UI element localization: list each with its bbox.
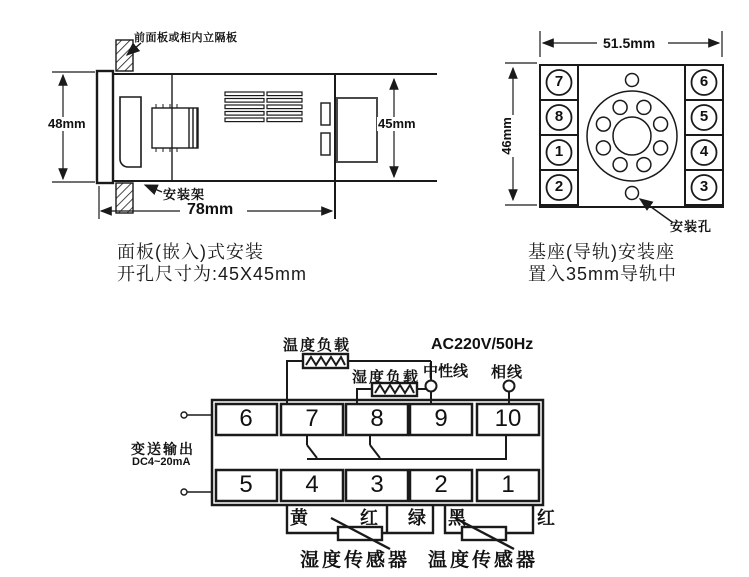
wiring-terminal-1: 1 bbox=[501, 471, 515, 498]
transmitter-output-label: 变送输出 bbox=[131, 441, 195, 457]
hum-sensor-label: 湿度传感器 bbox=[300, 550, 411, 571]
wiring-terminal-8: 8 bbox=[370, 405, 384, 432]
relay-contacts bbox=[307, 435, 506, 459]
socket-terminal-2: 2 bbox=[554, 178, 564, 195]
wiring-terminal-7: 7 bbox=[305, 405, 319, 432]
socket-caption-line1: 基座(导轨)安装座 bbox=[528, 242, 675, 262]
phase-terminal-circle bbox=[504, 381, 515, 392]
neutral-terminal-circle bbox=[426, 381, 437, 392]
socket-terminal-3: 3 bbox=[699, 178, 709, 195]
transmitter-output-range: DC4~20mA bbox=[132, 456, 191, 468]
dim-48mm-label: 48mm bbox=[48, 116, 86, 131]
wire-color-green: 绿 bbox=[408, 508, 426, 528]
neutral-label: 中性线 bbox=[423, 363, 469, 380]
bracket-label: 安装架 bbox=[163, 187, 206, 202]
wire-color-yellow: 黄 bbox=[290, 508, 308, 528]
wiring-terminal-9: 9 bbox=[434, 405, 448, 432]
temp-load-symbol bbox=[303, 354, 348, 368]
wall-label: 前面板或柜内立隔板 bbox=[134, 32, 238, 44]
wire-color-red-temperature: 红 bbox=[537, 508, 555, 528]
wiring-terminal-3: 3 bbox=[370, 471, 384, 498]
dim-46mm-label: 46mm bbox=[500, 115, 514, 157]
socket-terminal-6: 6 bbox=[699, 73, 709, 90]
wiring-terminal-4: 4 bbox=[305, 471, 319, 498]
socket-terminal-4: 4 bbox=[699, 143, 709, 160]
socket-caption-line2: 置入35mm导轨中 bbox=[528, 264, 678, 284]
mounting-hole-label: 安装孔 bbox=[670, 219, 713, 234]
wire-color-black: 黑 bbox=[448, 508, 466, 528]
temp-sensor-label: 温度传感器 bbox=[428, 550, 539, 571]
socket-terminal-8: 8 bbox=[554, 108, 564, 125]
power-label: AC220V/50Hz bbox=[431, 336, 534, 353]
wire-color-red-humidity: 红 bbox=[360, 508, 378, 528]
temp-load-label: 温度负载 bbox=[283, 337, 352, 354]
dim-51-5mm-label: 51.5mm bbox=[603, 35, 656, 51]
wiring-terminal-10: 10 bbox=[494, 405, 522, 432]
dim-45mm-label: 45mm bbox=[378, 116, 416, 131]
wiring-terminal-5: 5 bbox=[239, 471, 253, 498]
wiring-terminal-6: 6 bbox=[239, 405, 253, 432]
panel-mount-caption-line2: 开孔尺寸为:45X45mm bbox=[117, 264, 308, 284]
dim-78mm-label: 78mm bbox=[187, 201, 234, 218]
panel-mount-caption-line1: 面板(嵌入)式安装 bbox=[117, 242, 264, 262]
socket-terminal-5: 5 bbox=[699, 108, 709, 125]
wiring-terminal-2: 2 bbox=[434, 471, 448, 498]
socket-terminal-1: 1 bbox=[554, 143, 564, 160]
socket-terminal-7: 7 bbox=[554, 73, 564, 90]
hum-load-label: 湿度负载 bbox=[352, 369, 421, 386]
phase-label: 相线 bbox=[491, 364, 524, 381]
